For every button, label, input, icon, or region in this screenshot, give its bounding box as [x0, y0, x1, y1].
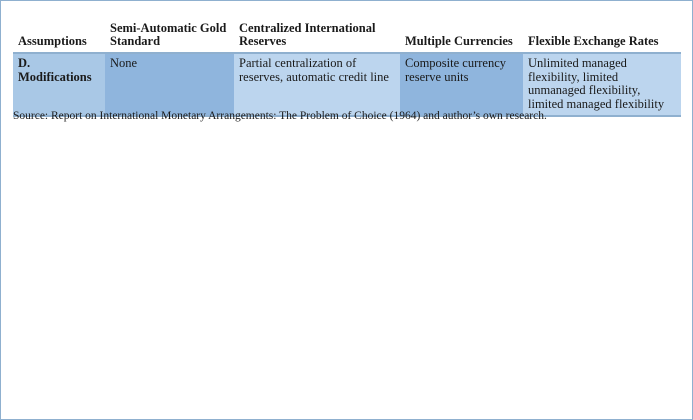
source-note: Source: Report on International Monetary Arrangements: The Problem of Choice (1964) and author’s own research.	[13, 110, 547, 122]
comparison-table	[13, 8, 681, 117]
header-flexible-exchange-rates: Flexible Exchange Rates	[523, 8, 681, 53]
table-row	[13, 53, 681, 116]
header-row	[13, 8, 681, 53]
cell-centralized-international-reserves: Partial centralization of reserves, automatic credit line	[234, 53, 400, 116]
cell-semi-automatic-gold-standard: None	[105, 53, 234, 116]
header-assumptions: Assumptions	[13, 8, 105, 53]
header-multiple-currencies: Multiple Currencies	[400, 8, 523, 53]
header-semi-automatic-gold-standard: Semi-Automatic Gold Standard	[105, 8, 234, 53]
header-centralized-international-reserves: Centralized International Reserves	[234, 8, 400, 53]
row-label: D. Modifications	[13, 53, 105, 116]
cell-flexible-exchange-rates: Unlimited managed flexibility, limited unmanaged flexibility, limited managed flexibility	[523, 53, 681, 116]
cell-multiple-currencies: Composite currency reserve units	[400, 53, 523, 116]
